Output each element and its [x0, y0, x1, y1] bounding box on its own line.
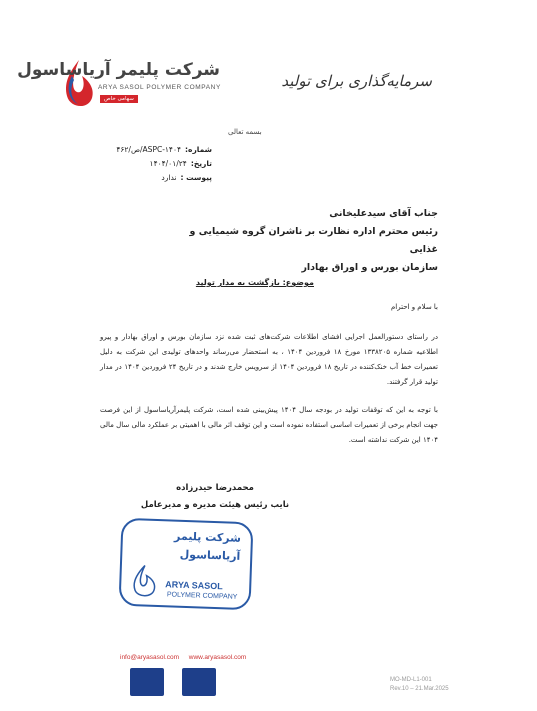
- signature-block: [85, 480, 345, 514]
- meta-attachment-value: ندارد: [161, 173, 177, 182]
- company-name-en: ARYA SASOL POLYMER COMPANY: [98, 84, 221, 91]
- certification-badge-icon: [182, 668, 216, 696]
- letter-body: [100, 330, 438, 461]
- stamp-flame-icon: [131, 564, 158, 599]
- company-stamp: [119, 518, 254, 611]
- body-paragraph-2: با توجه به این که توقفات تولید در بودجه سال ۱۴۰۴ پیش‌بینی شده است، شرکت پلیمرآریاساسول از این فرصت جهت انجام برخی از تعمیرات اساسی استفاده نموده است و این توقف اثر مالی با اهمیتی بر عملکرد مالی سال مالی ۱۴۰۴ این شرکت نداشته است.: [100, 406, 438, 444]
- footer-email: info@aryasasol.com: [120, 654, 179, 661]
- letter-subject: موضوع: بازگشت به مدار تولید: [195, 278, 314, 287]
- form-revision: Rev.10 – 21.Mar.2025: [390, 686, 449, 692]
- company-name-fa: شرکت پلیمر آریاساسول: [17, 60, 220, 80]
- body-paragraph-1: در راستای دستورالعمل اجرایی افشای اطلاعات شرکت‌های ثبت شده نزد سازمان بورس و اوراق بهادار و پیرو اطلاعیه شماره ۱۳۳۸۲۰۵ مورخ ۱۸ فروردین ۱۴۰۴ ، به استحضار می‌رساند واحدهای تولیدی این شرکت به دلیل تعمیرات خط آب خنک‌کننده در تاریخ ۱۸ فروردین ۱۴۰۴ از سرویس خارج شدند و در تاریخ ۲۴ فروردین ۱۴۰۴ در مدار تولید قرار گرفتند.: [100, 333, 438, 386]
- stamp-text-fa-2: آریاساسول: [179, 547, 241, 563]
- recipient-name: جناب آقای سیدعلیخانی: [329, 208, 438, 219]
- meta-date-value: ۱۴۰۴/۰۱/۲۴: [149, 159, 187, 168]
- stamp-text-fa-1: شرکت پلیمر: [173, 529, 242, 545]
- meta-number-label: شماره:: [185, 145, 212, 154]
- certification-badge-icon: [130, 668, 164, 696]
- meta-date-row: [70, 157, 212, 171]
- meta-number-row: [70, 143, 212, 157]
- document-code: [390, 676, 449, 694]
- letter-meta: [70, 143, 212, 185]
- stamp-text-en-1: ARYA SASOL: [165, 579, 223, 592]
- recipient-organization: سازمان بورس و اوراق بهادار: [301, 262, 438, 273]
- footer-contacts: [120, 654, 254, 661]
- greeting: با سلام و احترام: [390, 303, 438, 311]
- form-code: MO-MD-L1-001: [390, 677, 432, 683]
- company-tag: سهامی خاص: [100, 95, 138, 103]
- stamp-text-en-2: POLYMER COMPANY: [166, 591, 238, 601]
- meta-number-value: ASPC-۱۴۰۴/ص/۴۶۲: [116, 145, 182, 154]
- footer-website: www.aryasasol.com: [188, 654, 247, 661]
- recipient-block: [180, 205, 438, 277]
- signer-name: محمدرضا حیدرزاده: [176, 483, 254, 493]
- signer-title: نایب رئیس هیئت مدیره و مدیرعامل: [140, 500, 290, 510]
- recipient-title: رئیس محترم اداره نظارت بر ناشران گروه شیمیایی و غذایی: [189, 226, 438, 255]
- bismillah: بسمه تعالی: [228, 128, 262, 136]
- company-logo: [17, 58, 222, 120]
- meta-attachment-label: پیوست :: [180, 173, 212, 182]
- letterhead-slogan: سرمایه‌گذاری برای تولید: [281, 72, 432, 90]
- meta-date-label: تاریخ:: [190, 159, 212, 168]
- meta-attachment-row: [70, 171, 212, 185]
